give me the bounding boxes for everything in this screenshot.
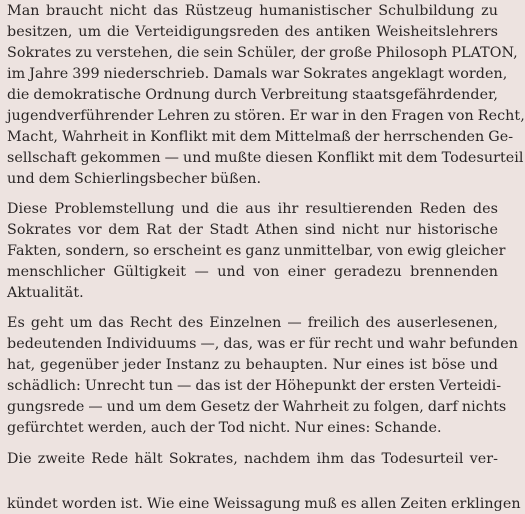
paragraph-3-line-6: gefürchtet werden, auch der Tod nicht. Nur eines: Schande. (7, 420, 442, 436)
paragraph-1-line-5: die demokratische Ordnung durch Verbreitung staatsgefährdender, (7, 87, 498, 103)
paragraph-3-line-5: gungsrede — und um dem Gesetz der Wahrheit zu folgen, darf nichts (7, 399, 507, 415)
paragraph-2-line-3: Fakten, sondern, so erscheint es ganz unmittelbar, von ewig gleicher (7, 243, 506, 259)
paragraph-4-line-1: Die zweite Rede hält Sokrates, nachdem ihm das Todesurteil ver- (7, 451, 498, 467)
paragraph-4-line-2: kündet worden ist. Wie eine Weissagung muß es allen Zeiten erklingen (7, 496, 521, 512)
paragraph-2-line-4: menschlicher Gültigkeit — und von einer geradezu brennenden (7, 264, 498, 280)
paragraph-1-line-4: im Jahre 399 niederschrieb. Damals war Sokrates angeklagt worden, (7, 66, 508, 82)
paragraph-1-line-9: und dem Schierlingsbecher büßen. (7, 171, 262, 187)
paragraph-2-line-5: Aktualität. (7, 285, 84, 301)
paragraph-3-line-2: bedeutenden Individuums —, das, was er für recht und wahr befunden (7, 336, 518, 352)
paragraph-2-line-2: Sokrates vor dem Rat der Stadt Athen sind nicht nur historische (7, 222, 498, 238)
paragraph-3-line-1: Es geht um das Recht des Einzelnen — freilich des auserlesenen, (7, 315, 498, 331)
paragraph-3-line-4: schädlich: Unrecht tun — das ist der Höhepunkt der ersten Verteidi- (7, 378, 502, 394)
paragraph-2-line-1: Diese Problemstellung und die aus ihr resultierenden Reden des (7, 201, 498, 217)
paragraph-1-line-2: besitzen, um die Verteidigungsreden des antiken Weisheitslehrers (7, 24, 498, 40)
paragraph-1-line-7: Macht, Wahrheit in Konflikt mit dem Mittelmaß der herrschenden Ge- (7, 129, 514, 145)
paragraph-1-line-1: Man braucht nicht das Rüstzeug humanistischer Schulbildung zu (7, 3, 498, 19)
paragraph-1-line-3: Sokrates zu verstehen, die sein Schüler, der große Philosoph PLATON, (7, 45, 518, 61)
paragraph-1-line-8: sellschaft gekommen — und mußte diesen Konflikt mit dem Todesurteil (7, 150, 524, 166)
paragraph-3-line-3: hat, gegenüber jeder Instanz zu behaupten. Nur eines ist böse und (7, 357, 498, 373)
paragraph-1-line-6: jugendverführender Lehren zu stören. Er war in den Fragen von Recht, (7, 108, 525, 124)
